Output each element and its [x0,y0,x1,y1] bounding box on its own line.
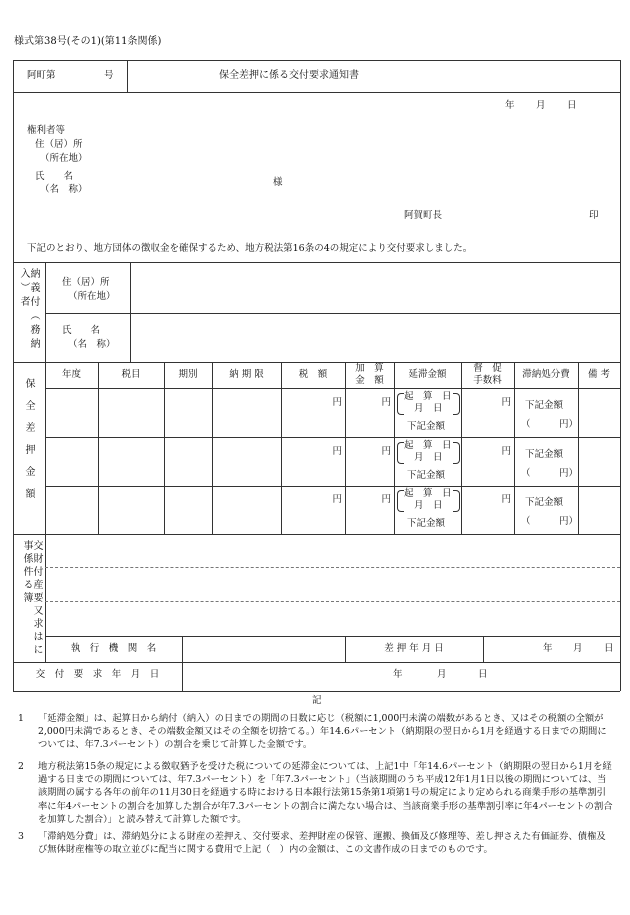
surcharge-yen: 円 [381,397,391,408]
tax-amount-yen: 円 [332,446,342,457]
header-tax-amount: 税 額 [298,369,328,380]
note-number: 3 [18,831,24,842]
seizure-day: 日 [604,643,614,654]
request-date-label: 交 付 要 求 年 月 日 [35,669,160,680]
amount-side-label: 保全差押金額 [23,378,34,510]
demand-fee-yen: 円 [501,494,511,505]
header-demand-fee-2: 手数料 [473,375,502,386]
header-tax-item: 税目 [121,369,141,380]
addressee-name-sub-label: （名 称） [40,184,88,195]
demand-fee-yen: 円 [501,397,511,408]
note-number: 1 [18,713,24,724]
disposition-paren-yen: （ 円） [521,468,579,479]
form-id: 様式第38号(その1)(第11条関係) [14,36,162,47]
taxpayer-address-label: 住（居）所 [62,277,110,288]
calc-month-day: 月 日 [414,452,443,463]
tax-amount-yen: 円 [332,397,342,408]
seizure-month: 月 [573,643,583,654]
header-remarks: 備 考 [587,369,611,380]
surcharge-yen: 円 [381,446,391,457]
date-year: 年 [505,100,515,111]
taxpayer-name-label: 氏 名 [62,325,101,336]
honorific-sama: 様 [273,177,283,188]
delinquency-below-amount: 下記金額 [407,470,446,481]
header-year: 年度 [61,369,81,380]
note-item [18,712,614,752]
disposition-paren-yen: （ 円） [521,516,579,527]
office-no-prefix: 阿町第 [27,70,56,81]
demand-fee-yen: 円 [501,446,511,457]
addressee-address-sub-label: （所在地） [40,153,88,164]
delinquency-below-amount: 下記金額 [407,421,446,432]
property-side-label: 交財付産要又求はに事係件る簿 [21,540,42,657]
calc-month-day: 月 日 [414,403,443,414]
calc-start-label: 起 算 日 [404,440,452,451]
request-year: 年 [393,669,403,680]
date-day: 日 [567,100,577,111]
disposition-below-amount: 下記金額 [525,497,564,508]
taxpayer-side-label: 納義付（務納入）者 [18,268,39,352]
document-title: 保全差押に係る交付要求通知書 [219,70,359,81]
addressee-name-label: 氏 名 [35,171,74,182]
office-no-suffix: 号 [104,70,114,81]
disposition-below-amount: 下記金額 [525,400,564,411]
request-day: 日 [478,669,488,680]
note-text: 「滞納処分費」は、滞納処分による財産の差押え、交付要求、差押財産の保管、運搬、換価及び修理等、差し押さえた有価証券、債権及び無体財産権等の取立並びに配当に関する費用で上記（ ）内の金額は、この文書作成の日までのものです。 [38,831,606,856]
note-item [18,830,614,856]
request-month: 月 [437,669,447,680]
date-month: 月 [536,100,546,111]
disposition-paren-yen: （ 円） [521,419,579,430]
sender-name: 阿賀町長 [404,210,443,221]
taxpayer-name-sub-label: （名 称） [68,339,116,350]
taxpayer-address-sub-label: （所在地） [68,291,116,302]
note-text: 「延滞金額」は、起算日から納付（納入）の日までの期間の日数に応じ（税額に1,000円未満の端数があるとき、又はその税額の全額が2,000円未満であるとき、その端数金額又はその全額を切捨てる。）年14.6パーセント（納期限の翌日から1月を経過する日までの期間については、年7.3パーセント）の割合を乗じて計算した金額です。 [38,713,607,751]
header-period: 期別 [178,369,198,380]
execution-agency-label: 執 行 機 関 名 [70,643,157,654]
disposition-below-amount: 下記金額 [525,449,564,460]
delinquency-below-amount: 下記金額 [407,518,446,529]
addressee-address-label: 住（居）所 [35,139,83,150]
header-surcharge-1: 加 算 [355,363,384,374]
rights-holder-label: 権利者等 [27,125,66,136]
surcharge-yen: 円 [381,494,391,505]
calc-start-label: 起 算 日 [404,488,452,499]
seal-mark: 印 [589,210,599,221]
calc-month-day: 月 日 [414,500,443,511]
header-surcharge-2: 金 額 [355,375,384,386]
tax-amount-yen: 円 [332,494,342,505]
note-item [18,760,614,826]
header-delinquency: 延滞金額 [408,369,447,380]
header-due: 納 期 限 [229,369,264,380]
header-demand-fee-1: 督 促 [473,363,502,374]
notes-heading: 記 [312,695,322,706]
header-disposition: 滞納処分費 [522,369,570,380]
seizure-date-label: 差 押 年 月 日 [384,643,444,654]
seizure-year: 年 [543,643,553,654]
note-number: 2 [18,761,24,772]
calc-start-label: 起 算 日 [404,391,452,402]
note-text: 地方税法第15条の規定による徴収猶予を受けた税についての延滞金については、上記1中「年14.6パーセント（納期限の翌日から1月を経過する日までの期間については、年7.3パーセント）を「年7.3パーセント」（当該期間のうち平成12年1月1日以後の期間については、当該期間の属する各年の前年の11月30日を経過する時における日本銀行法第15条第1項第1号の規定により定められる商業手形の基準割引率に年4パーセントの割合を加算した割合が年7.3パーセントの割合に満たない場合は、当該商業手形の基準割引率に年4パーセントの割合を加算した割合）」と読み替えて計算した額です。 [38,761,613,825]
intro-text: 下記のとおり、地方団体の徴収金を確保するため、地方税法第16条の4の規定により交付要求しました。 [27,243,473,254]
